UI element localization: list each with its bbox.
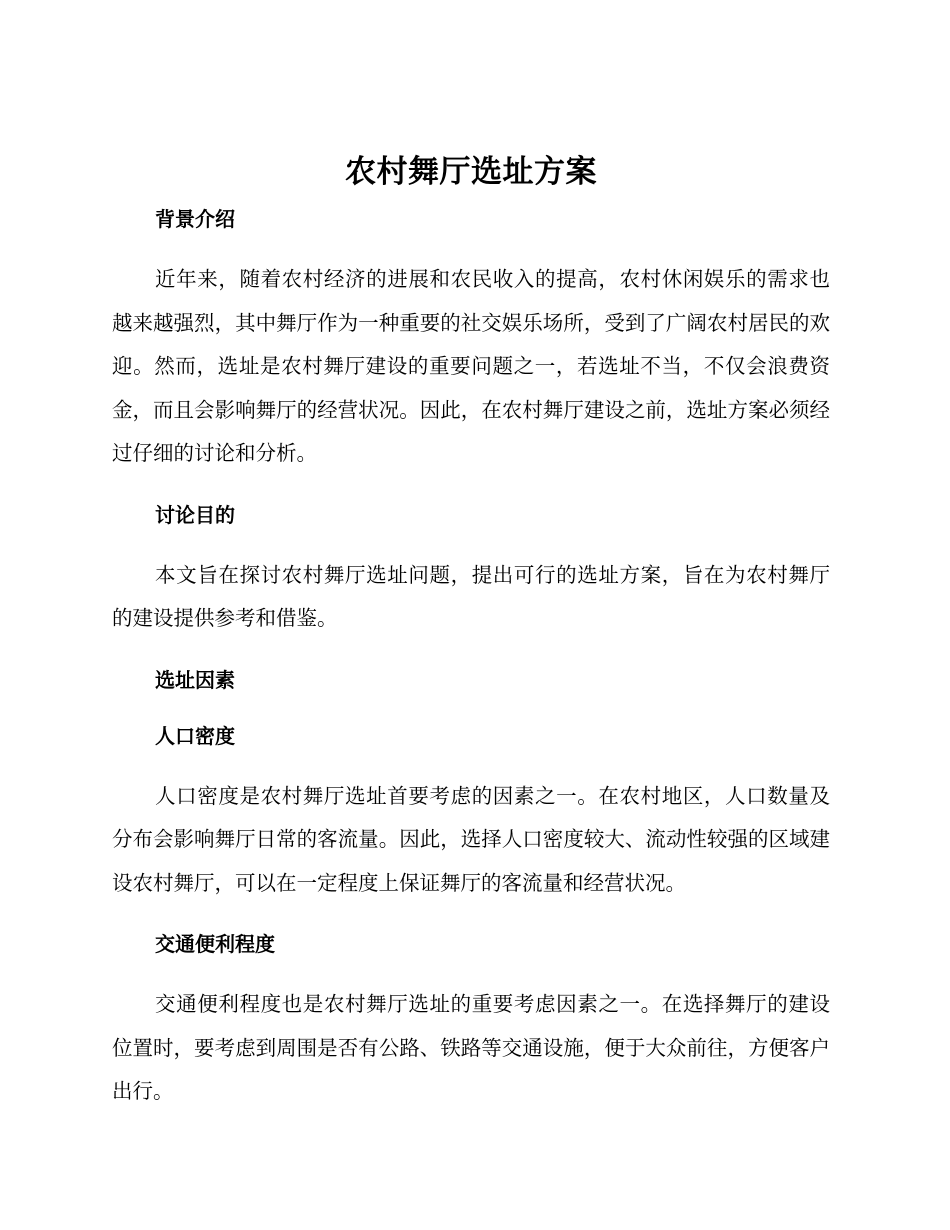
- heading-background: 背景介绍: [155, 207, 235, 231]
- heading-purpose: 讨论目的: [155, 502, 235, 527]
- page-title: 农村舞厅选址方案: [345, 154, 597, 190]
- paragraph-population: 人口密度是农村舞厅选址首要考虑的因素之一。在农村地区，人口数量及分布会影响舞厅日常的客流量。因此，选择人口密度较大、流动性较强的区域建设农村舞厅，可以在一定程度上保证舞厅的客流量和经营状况。: [112, 783, 830, 895]
- paragraph-background: 近年来，随着农村经济的进展和农民收入的提高，农村休闲娱乐的需求也越来越强烈，其中舞厅作为一种重要的社交娱乐场所，受到了广阔农村居民的欢迎。然而，选址是农村舞厅建设的重要问题之一，若选址不当，不仅会浪费资金，而且会影响舞厅的经营状况。因此，在农村舞厅建设之前，选址方案必须经过仔细的讨论和分析。: [112, 267, 830, 465]
- heading-transport: 交通便利程度: [155, 932, 275, 956]
- paragraph-purpose: 本文旨在探讨农村舞厅选址问题，提出可行的选址方案，旨在为农村舞厅的建设提供参考和借鉴。: [112, 562, 830, 630]
- heading-population: 人口密度: [155, 723, 235, 748]
- paragraph-transport: 交通便利程度也是农村舞厅选址的重要考虑因素之一。在选择舞厅的建设位置时，要考虑到周围是否有公路、铁路等交通设施，便于大众前往，方便客户出行。: [112, 992, 830, 1103]
- document-page: [112, 150, 830, 1114]
- heading-factors: 选址因素: [155, 667, 235, 692]
